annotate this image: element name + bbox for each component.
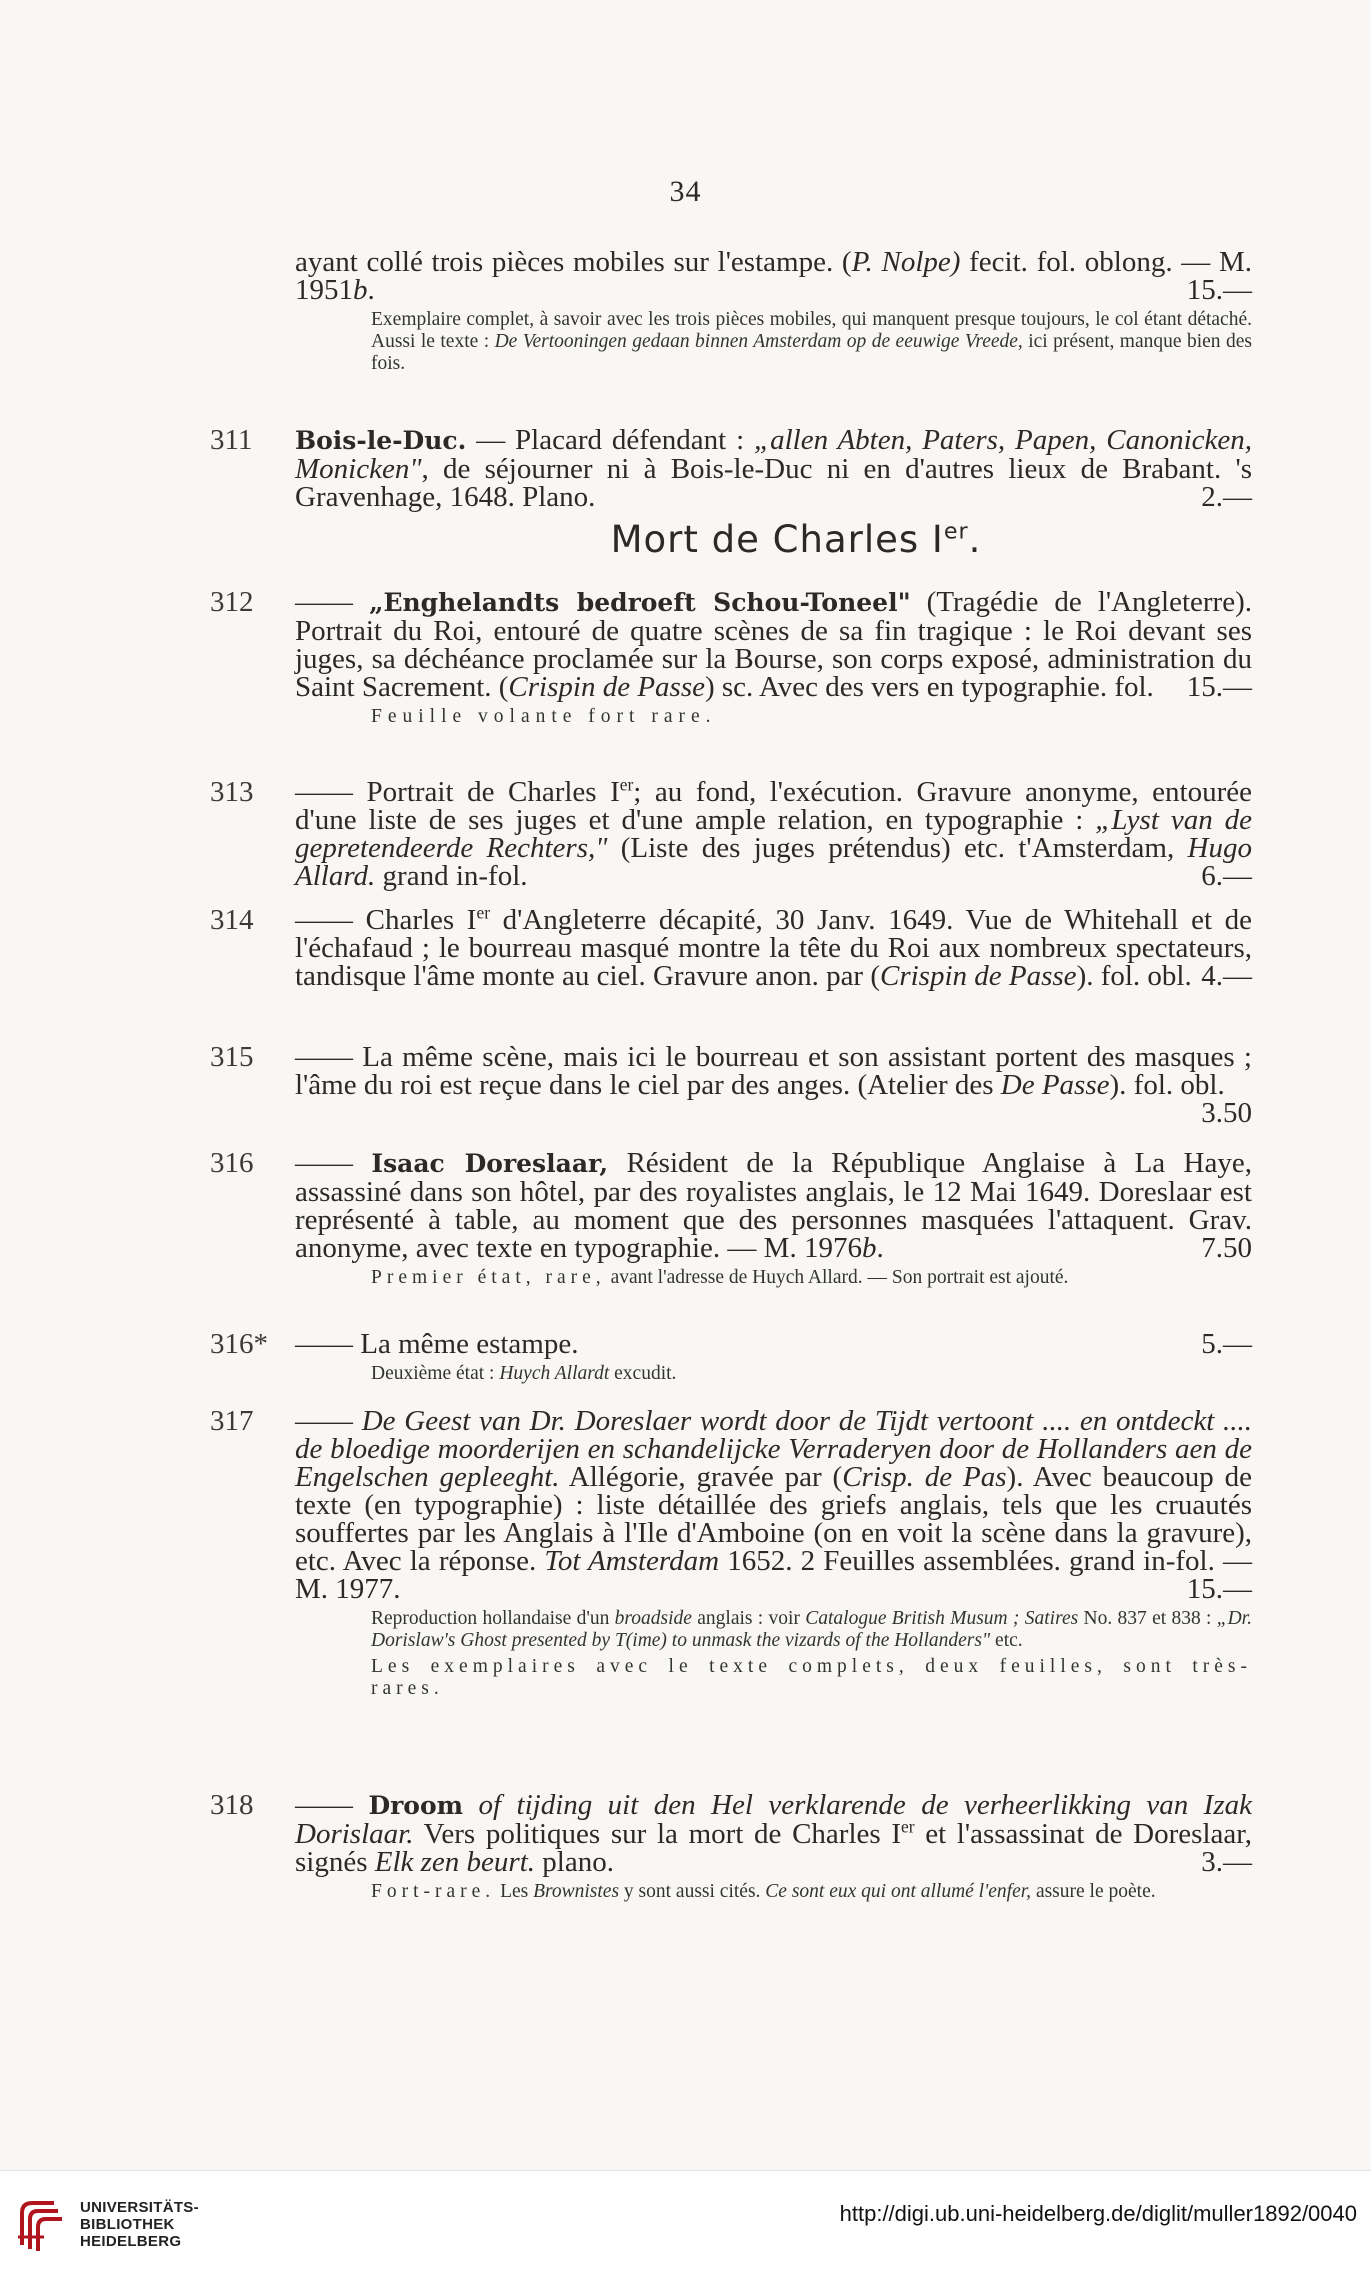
page-number: 34 [669, 175, 702, 208]
entry-number: 317 [210, 1405, 254, 1437]
entry-title: Droom [368, 1791, 464, 1820]
entry-number: 312 [210, 586, 254, 618]
entry-number: 318 [210, 1789, 254, 1821]
entry-note: Premier état, rare, avant l'adresse de Huych Allard. — Son portrait est ajouté. [371, 1267, 1069, 1288]
entry-number: 314 [210, 904, 254, 936]
footer-bar [0, 2170, 1371, 2270]
catalog-entry-315: 315 —— La même scène, mais ici le bourreau et son assistant portent des masques ; l'âme du roi est reçue dans le ciel par des anges. (Atelier des De Passe). fol. obl. 3.50 [210, 1041, 1252, 1129]
entry-price: 4.— [1201, 960, 1252, 992]
entry-number: 311 [210, 424, 253, 456]
entry-title: Isaac Doreslaar, [371, 1149, 609, 1178]
entry-title: Bois-le-Duc. [295, 426, 467, 455]
intro-entry [220, 248, 1252, 375]
entry-price: 5.— [1201, 1328, 1252, 1360]
entry-price: 3.— [1201, 1846, 1252, 1878]
catalog-entry-312: 312 —— „Enghelandts bedroeft Schou-Toneel" (Tragédie de l'Angleterre). Portrait du Roi, entouré de quatre scènes de sa fin tragique : le Roi devant ses juges, sa déchéance proclamée sur la Bourse, son corps exposé, administration du Saint Sacrement. (Crispin de Passe) sc. Avec des vers en typographie. fol. 15.— Feuille volante fort rare. [210, 586, 1252, 727]
entry-number: 315 [210, 1041, 254, 1073]
entry-title: „Enghelandts bedroeft Schou-Toneel" [369, 588, 911, 617]
entry-price: 7.50 [1201, 1232, 1252, 1264]
intro-text-end: fecit. fol. [960, 246, 1077, 278]
entry-note: Feuille volante fort rare. [371, 706, 717, 727]
entry-note: Deuxième état : Huych Allardt excudit. [371, 1363, 677, 1384]
catalog-entry-314: 314 —— Charles Ier d'Angleterre décapité, 30 Janv. 1649. Vue de Whitehall et de l'échafaud ; le bourreau masqué montre la tête du Roi aux nombreux spectateurs, tandisque l'âme monte au ciel. Gravure anon. par (Crispin de Passe). fol. obl. 4.— [210, 902, 1252, 992]
entry-number: 316 [210, 1147, 254, 1179]
section-heading: Mort de Charles Ier. [610, 518, 982, 561]
intro-text: ayant collé trois pièces mobiles sur l'estampe. ( [295, 246, 852, 278]
ub-heidelberg-logo-icon[interactable] [14, 2197, 66, 2253]
entry-price: 2.— [1201, 481, 1252, 513]
entry-price: 6.— [1201, 860, 1252, 892]
entry-number: 313 [210, 776, 254, 808]
catalog-entry-311: 311 Bois-le-Duc. — Placard défendant : „allen Abten, Paters, Papen, Canonicken, Monicken", de séjourner ni à Bois-le-Duc ni en d'autres lieux de Brabant. 's Gravenhage, 1648. Plano. 2.— [210, 424, 1252, 513]
intro-note: Exemplaire complet, à savoir avec les trois pièces mobiles, qui manquent presque toujours, le col étant détaché. Aussi le texte : De Vertooningen gedaan binnen Amsterdam op de eeuwige Vreede, ici présent, manque bien des fois. [371, 309, 1252, 374]
catalog-entry-313: 313 —— Portrait de Charles Ier; au fond, l'exécution. Gravure anonyme, entourée d'une liste de ses juges et d'une ample relation, en typographie : „Lyst van de gepretendeerde Rechters," (Liste des juges prétendus) etc. t'Amsterdam, Hugo Allard. grand in-fol. 6.— [210, 774, 1252, 892]
entry-note: Reproduction hollandaise d'un broadside anglais : voir Catalogue British Musum ; Satires No. 837 et 838 : „Dr. Dorislaw's Ghost presented by T(ime) to unmask the vizards of the Hollanders" etc. [371, 1608, 1252, 1651]
intro-price: 15.— [1186, 274, 1252, 306]
intro-line2: oblong. — M. 1951 [295, 246, 1253, 306]
library-name[interactable]: UNIVERSITÄTS- BIBLIOTHEK HEIDELBERG [80, 2199, 199, 2250]
entry-price: 15.— [1186, 671, 1252, 703]
entry-number: 316* [210, 1328, 268, 1360]
source-url-link[interactable]: http://digi.ub.uni-heidelberg.de/diglit/muller1892/0040 [839, 2201, 1357, 2226]
intro-author: P. Nolpe) [851, 246, 961, 278]
entry-price: 15.— [1186, 1573, 1252, 1605]
entry-note-2: Les exemplaires avec le texte complets, deux feuilles, sont très-rares. [371, 1656, 1252, 1699]
catalog-entry-317: 317 —— De Geest van Dr. Doreslaer wordt door de Tijdt vertoont .... en ontdeckt .... de bloedige moorderijen en schandelijcke Verraderyen door de Hollanders aen de Engelschen gepleeght. Allégorie, gravée par (Crisp. de Pas). Avec beaucoup de texte (en typographie) : liste détaillée des griefs anglais, tels que les cruautés souffertes par les Anglais à l'Ile d'Amboine (on en voit la scène dans la gravure), etc. Avec la réponse. Tot Amsterdam 1652. 2 Feuilles assemblées. grand in-fol. — M. 1977. 15.— Reproduction hollandaise d'un broadside anglais : voir Catalogue British Musum ; Satires No. 837 et 838 : „Dr. Dorislaw's Ghost presented by T(ime) to unmask the vizards of the Hollanders" etc. Les exemplaires avec le texte complets, deux feuilles, sont très-rares. [210, 1405, 1253, 1699]
catalog-entry-316: 316 —— Isaac Doreslaar, Résident de la République Anglaise à La Haye, assassiné dans son hôtel, par des royalistes anglais, le 12 Mai 1649. Doreslaar est représenté à table, au moment que des personnes masquées l'attaquent. Grav. anonyme, avec texte en typographie. — M. 1976b. 7.50 Premier état, rare, avant l'adresse de Huych Allard. — Son portrait est ajouté. [210, 1147, 1252, 1288]
catalog-entry-318: 318 —— Droom of tijding uit den Hel verklarende de verheerlikking van Izak Dorislaar. Vers politiques sur la mort de Charles Ier et l'assassinat de Doreslaar, signés Elk zen beurt. plano. 3.— Fort-rare. Les Brownistes y sont aussi cités. Ce sont eux qui ont allumé l'enfer, assure le poète. [210, 1789, 1252, 1902]
entry-note: Fort-rare. Les Brownistes y sont aussi cités. Ce sont eux qui ont allumé l'enfer, assure le poète. [371, 1881, 1156, 1902]
catalog-entry-316-star: 316* —— La même estampe. 5.— Deuxième état : Huych Allardt excudit. [210, 1328, 1252, 1384]
intro-line2-end: . [367, 274, 375, 306]
entry-price: 3.50 [1201, 1097, 1252, 1129]
intro-line2-b: b [353, 274, 368, 306]
